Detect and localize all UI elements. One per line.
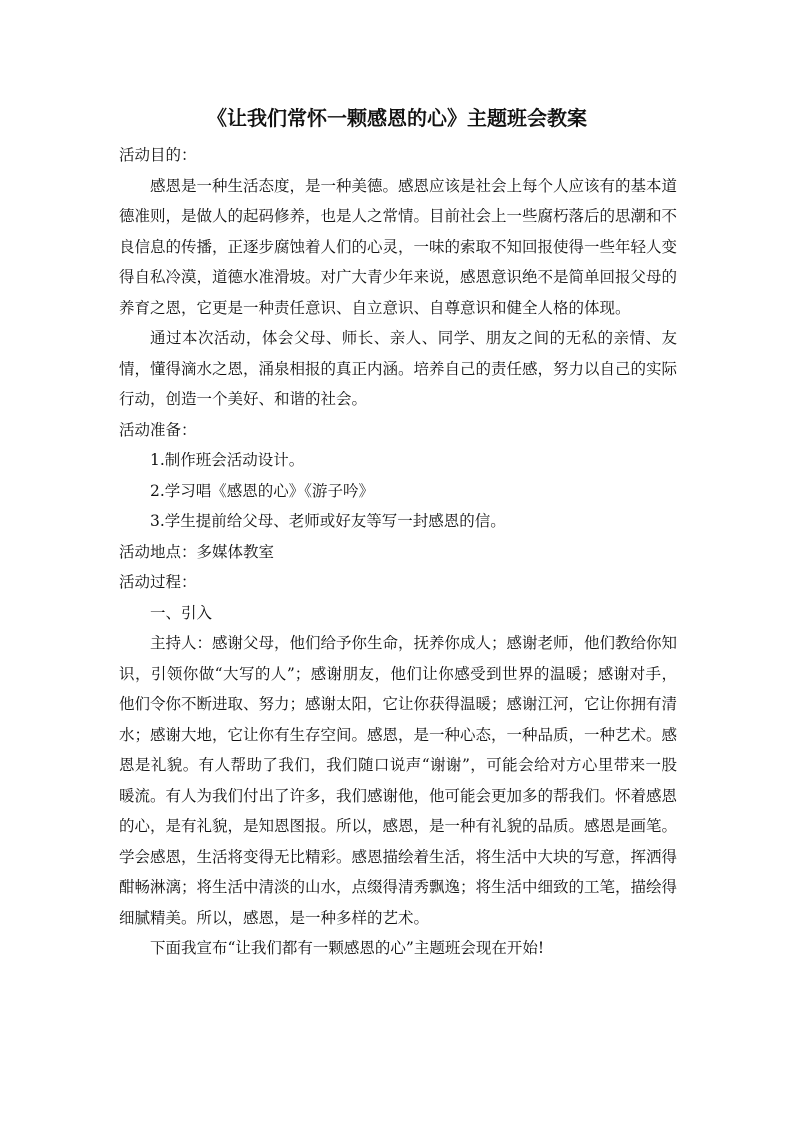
document-title: 《让我们常怀一颗感恩的心》主题班会教案 xyxy=(207,106,587,130)
prep-item-1: 1.制作班会活动设计。 xyxy=(150,451,305,469)
document-body xyxy=(119,140,677,964)
prep-heading: 活动准备： xyxy=(119,420,197,439)
location-line: 活动地点：多媒体教室 xyxy=(119,542,275,561)
purpose-paragraph-2: 通过本次活动，体会父母、师长、亲人、同学、朋友之间的无私的亲情、友情，懂得滴水之恩，涌泉相报的真正内涵。培养自己的责任感，努力以自己的实际行动，创造一个美好、和谐的社会。 xyxy=(119,329,678,408)
purpose-paragraph-1: 感恩是一种生活态度，是一种美德。感恩应该是社会上每个人应该有的基本道德准则，是做人的起码修养，也是人之常情。目前社会上一些腐朽落后的思潮和不良信息的传播，正逐步腐蚀着人们的心灵，一味的索取不知回报使得一些年轻人变得自私冷漠，道德水准滑坡。对广大青少年来说，感恩意识绝不是简单回报父母的养育之恩，它更是一种责任意识、自立意识、自尊意识和健全人格的体现。 xyxy=(119,176,678,317)
announce-paragraph: 下面我宣布“让我们都有一颗感恩的心”主题班会现在开始! xyxy=(150,939,545,957)
prep-item-3: 3.学生提前给父母、老师或好友等写一封感恩的信。 xyxy=(150,512,506,530)
host-paragraph: 主持人：感谢父母，他们给予你生命，抚养你成人；感谢老师，他们教给你知识，引领你做“大写的人”；感谢朋友，他们让你感受到世界的温暖；感谢对手，他们令你不断进取、努力；感谢太阳，它让你获得温暖；感谢江河，它让你拥有清水；感谢大地，它让你有生存空间。感恩，是一种心态，一种品质，一种艺术。感恩是礼貌。有人帮助了我们，我们随口说声“谢谢”，可能会给对方心里带来一股暖流。有人为我们付出了许多，我们感谢他，他可能会更加多的帮我们。怀着感恩的心，是有礼貌，是知恩图报。所以，感恩，是一种有礼貌的品质。感恩是画笔。学会感恩，生活将变得无比精彩。感恩描绘着生活，将生活中大块的写意，挥洒得酣畅淋漓；将生活中清淡的山水，点缀得清秀飘逸；将生活中细致的工笔，描绘得细腻精美。所以，感恩，是一种多样的艺术。 xyxy=(119,634,678,927)
prep-item-2: 2.学习唱《感恩的心》《游子吟》 xyxy=(150,481,375,500)
purpose-heading: 活动目的： xyxy=(119,146,197,164)
section-1-heading: 一、引入 xyxy=(150,603,213,622)
process-heading: 活动过程： xyxy=(119,573,197,591)
